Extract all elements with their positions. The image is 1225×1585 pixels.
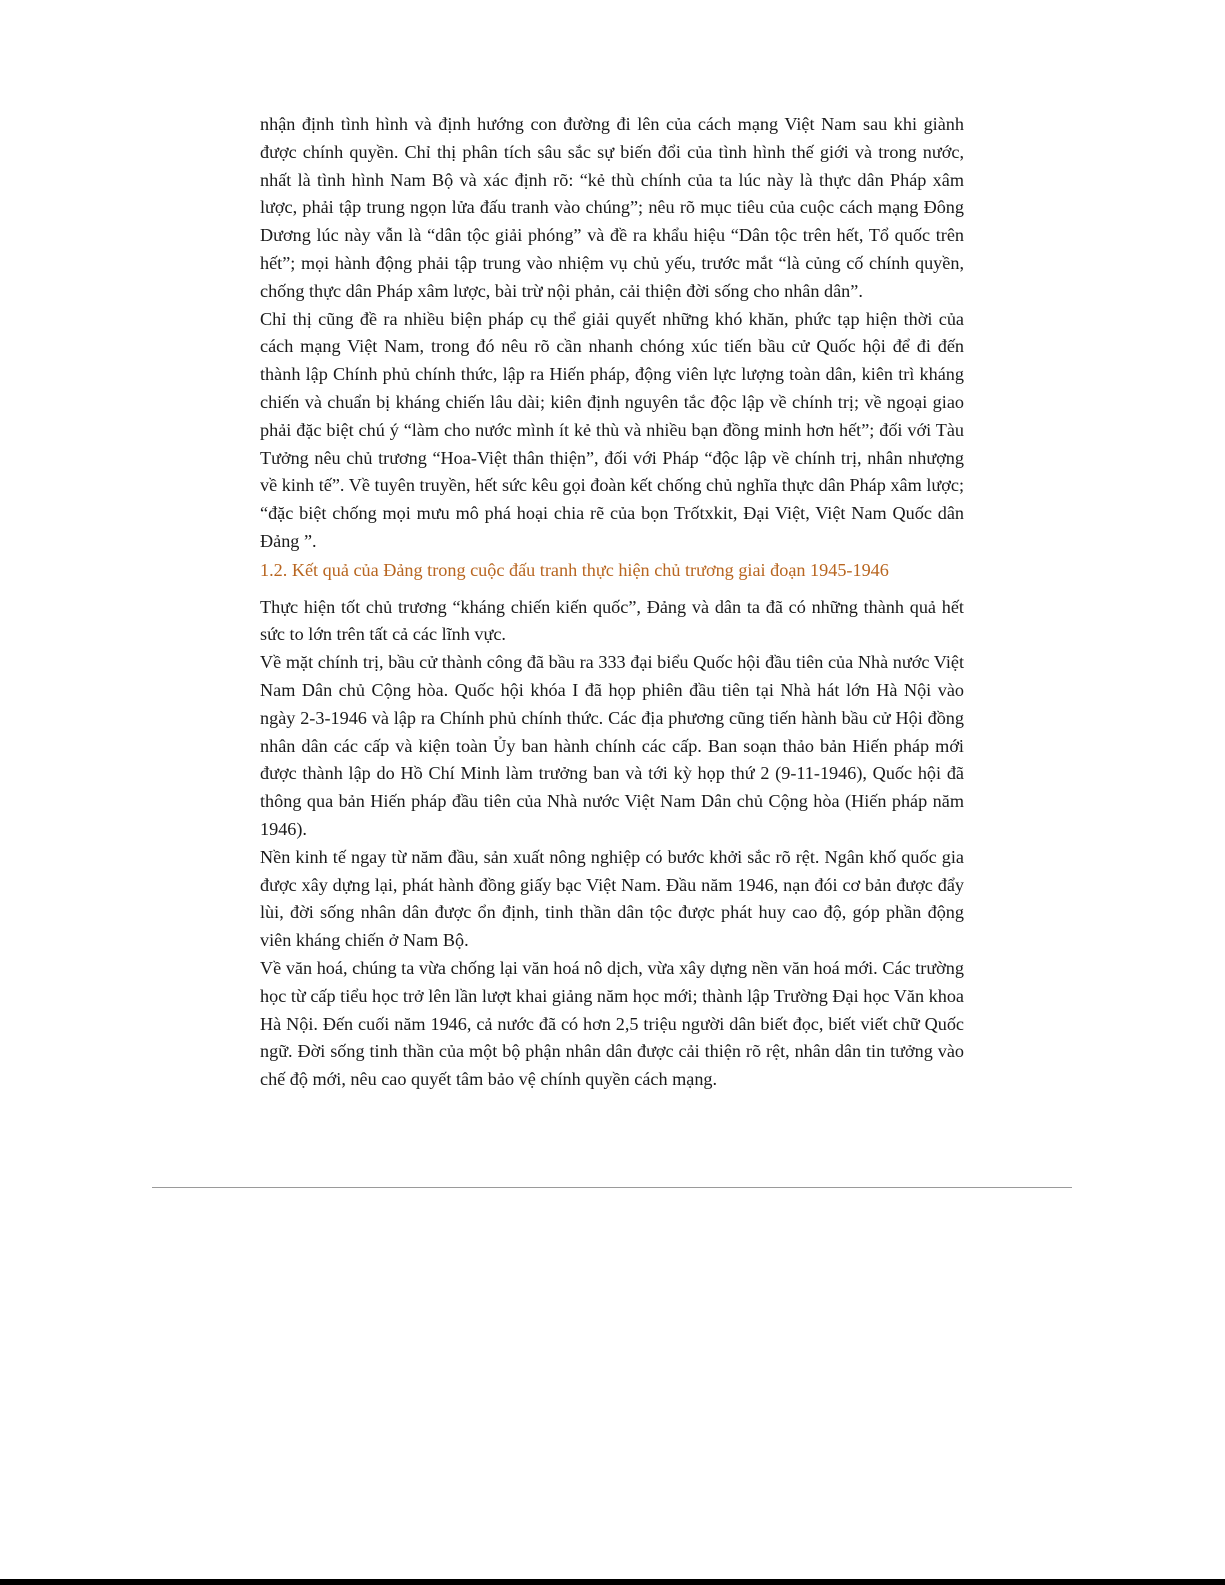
paragraph-results-intro: Thực hiện tốt chủ trương “kháng chiến kiến quốc”, Đảng và dân ta đã có những thành quả hết sức to lớn trên tất cả các lĩnh vực. xyxy=(260,596,964,645)
bottom-edge-bar xyxy=(0,1579,1225,1585)
section-heading: 1.2. Kết quả của Đảng trong cuộc đấu tranh thực hiện chủ trương giai đoạn 1945-1946 xyxy=(260,559,889,580)
paragraph-directive-measures: Chỉ thị cũng đề ra nhiều biện pháp cụ thể giải quyết những khó khăn, phức tạp hiện thời của cách mạng Việt Nam, trong đó nêu rõ cần nhanh chóng xúc tiến bầu cử Quốc hội để đi đến thành lập Chính phủ chính thức, lập ra Hiến pháp, động viên lực lượng toàn dân, kiên trì kháng chiến và chuẩn bị kháng chiến lâu dài; kiên định nguyên tắc độc lập về chính trị; về ngoại giao phải đặc biệt chú ý “làm cho nước mình ít kẻ thù và nhiều bạn đồng minh hơn hết”; đối với Tàu Tưởng nêu chủ trương “Hoa-Việt thân thiện”, đối với Pháp “độc lập về chính trị, nhân nhượng về kinh tế”. Về tuyên truyền, hết sức kêu gọi đoàn kết chống chủ nghĩa thực dân Pháp xâm lược; “đặc biệt chống mọi mưu mô phá hoại chia rẽ của bọn Trốtxkit, Đại Việt, Việt Nam Quốc dân Đảng ”. xyxy=(260,308,964,551)
paragraph-cultural-results: Về văn hoá, chúng ta vừa chống lại văn hoá nô dịch, vừa xây dựng nền văn hoá mới. Các trường học từ cấp tiểu học trở lên lần lượt khai giảng năm học mới; thành lập Trường Đại học Văn khoa Hà Nội. Đến cuối năm 1946, cả nước đã có hơn 2,5 triệu người dân biết đọc, biết viết chữ Quốc ngữ. Đời sống tinh thần của một bộ phận nhân dân được cải thiện rõ rệt, nhân dân tin tưởng vào chế độ mới, nêu cao quyết tâm bảo vệ chính quyền cách mạng. xyxy=(260,957,964,1090)
paragraph-situation-assessment: nhận định tình hình và định hướng con đường đi lên của cách mạng Việt Nam sau khi giành được chính quyền. Chỉ thị phân tích sâu sắc sự biến đổi của tình hình thế giới và trong nước, nhất là tình hình Nam Bộ và xác định rõ: “kẻ thù chính của ta lúc này là thực dân Pháp xâm lược, phải tập trung ngọn lửa đấu tranh vào chúng”; nêu rõ mục tiêu của cuộc cách mạng Đông Dương lúc này vẫn là “dân tộc giải phóng” và đề ra khẩu hiệu “Dân tộc trên hết, Tổ quốc trên hết”; mọi hành động phải tập trung vào nhiệm vụ chủ yếu, trước mắt “là củng cố chính quyền, chống thực dân Pháp xâm lược, bài trừ nội phản, cải thiện đời sống cho nhân dân”. xyxy=(260,114,964,301)
paragraph-political-results: Về mặt chính trị, bầu cử thành công đã bầu ra 333 đại biểu Quốc hội đầu tiên của Nhà nước Việt Nam Dân chủ Cộng hòa. Quốc hội khóa I đã họp phiên đầu tiên tại Nhà hát lớn Hà Nội vào ngày 2-3-1946 và lập ra Chính phủ chính thức. Các địa phương cũng tiến hành bầu cử Hội đồng nhân dân các cấp và kiện toàn Ủy ban hành chính các cấp. Ban soạn thảo bản Hiến pháp mới được thành lập do Hồ Chí Minh làm trưởng ban và tới kỳ họp thứ 2 (9-11-1946), Quốc hội đã thông qua bản Hiến pháp đầu tiên của Nhà nước Việt Nam Dân chủ Cộng hòa (Hiến pháp năm 1946). xyxy=(260,652,964,839)
page-content xyxy=(260,111,964,1094)
paragraph-economic-results: Nền kinh tế ngay từ năm đầu, sản xuất nông nghiệp có bước khởi sắc rõ rệt. Ngân khố quốc gia được xây dựng lại, phát hành đồng giấy bạc Việt Nam. Đầu năm 1946, nạn đói cơ bản được đẩy lùi, đời sống nhân dân được ổn định, tinh thần dân tộc được phát huy cao độ, góp phần động viên kháng chiến ở Nam Bộ. xyxy=(260,846,964,951)
page-divider xyxy=(152,1187,1072,1188)
